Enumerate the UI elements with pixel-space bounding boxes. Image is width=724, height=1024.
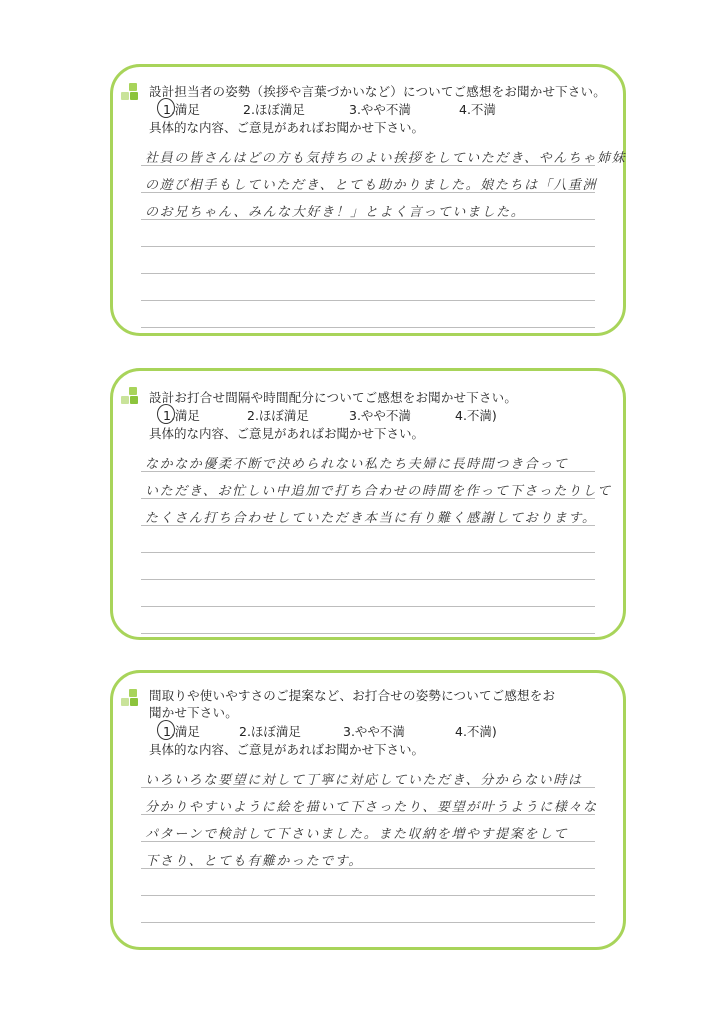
selected-circle xyxy=(157,720,175,740)
option-mostly-satisfied[interactable]: 2.ほぼ満足 xyxy=(247,408,309,423)
option-dissatisfied[interactable]: 4.不満) xyxy=(455,724,497,739)
option-mostly-satisfied[interactable]: 2.ほぼ満足 xyxy=(243,102,305,117)
selected-circle xyxy=(157,404,175,424)
question-title: 設計お打合せ間隔や時間配分についてご感想をお聞かせ下さい。 xyxy=(149,390,518,405)
question-title: 設計担当者の姿勢（挨拶や言葉づかいなど）についてご感想をお聞かせ下さい。 xyxy=(149,84,606,99)
handwritten-line: いただき、お忙しい中追加で打ち合わせの時間を作って下さったりして xyxy=(145,484,612,499)
survey-card-3 xyxy=(110,670,626,950)
comment-area[interactable] xyxy=(141,761,598,941)
option-somewhat-dissatisfied[interactable]: 3.やや不満 xyxy=(349,408,411,423)
comment-prompt: 具体的な内容、ご意見があればお聞かせ下さい。 xyxy=(149,742,425,757)
selected-circle xyxy=(157,98,175,118)
comment-area[interactable] xyxy=(141,445,612,635)
comment-prompt: 具体的な内容、ご意見があればお聞かせ下さい。 xyxy=(149,120,425,135)
option-dissatisfied[interactable]: 4.不満 xyxy=(459,102,496,117)
comment-area[interactable] xyxy=(141,139,627,329)
handwritten-line: 下さり、とても有難かったです。 xyxy=(145,854,363,869)
question-title xyxy=(149,687,555,721)
question-line: 聞かせ下さい。 xyxy=(149,705,238,720)
option-mostly-satisfied[interactable]: 2.ほぼ満足 xyxy=(239,724,301,739)
question-line: 間取りや使いやすさのご提案など、お打合せの姿勢についてご感想をお xyxy=(149,688,556,703)
leaf-logo-icon xyxy=(121,689,143,711)
comment-prompt: 具体的な内容、ご意見があればお聞かせ下さい。 xyxy=(149,426,425,441)
leaf-logo-icon xyxy=(121,83,143,105)
leaf-logo-icon xyxy=(121,387,143,409)
option-satisfied[interactable]: 1.満足 xyxy=(163,407,200,424)
option-somewhat-dissatisfied[interactable]: 3.やや不満 xyxy=(343,724,405,739)
handwritten-line: パターンで検討して下さいました。また収納を増やす提案をして xyxy=(145,827,569,842)
handwritten-line: たくさん打ち合わせしていただき本当に有り難く感謝しております。 xyxy=(145,511,597,526)
handwritten-line: のお兄ちゃん、みんな大好き！」とよく言っていました。 xyxy=(145,205,526,220)
option-dissatisfied[interactable]: 4.不満) xyxy=(455,408,497,423)
handwritten-line: いろいろな要望に対して丁寧に対応していただき、分からない時は xyxy=(145,773,583,788)
option-satisfied[interactable]: 1.満足 xyxy=(163,101,200,118)
option-somewhat-dissatisfied[interactable]: 3.やや不満 xyxy=(349,102,411,117)
survey-card-2 xyxy=(110,368,626,640)
survey-card-1 xyxy=(110,64,626,336)
option-satisfied[interactable]: 1.満足 xyxy=(163,723,200,740)
handwritten-line: 社員の皆さんはどの方も気持ちのよい挨拶をしていただき、やんちゃ姉妹 xyxy=(145,151,627,166)
handwritten-line: の遊び相手もしていただき、とても助かりました。娘たちは「八重洲 xyxy=(145,178,598,193)
handwritten-line: なかなか優柔不断で決められない私たち夫婦に長時間つき合って xyxy=(145,457,569,472)
handwritten-line: 分かりやすいように絵を描いて下さったり、要望が叶うように様々な xyxy=(145,800,598,815)
